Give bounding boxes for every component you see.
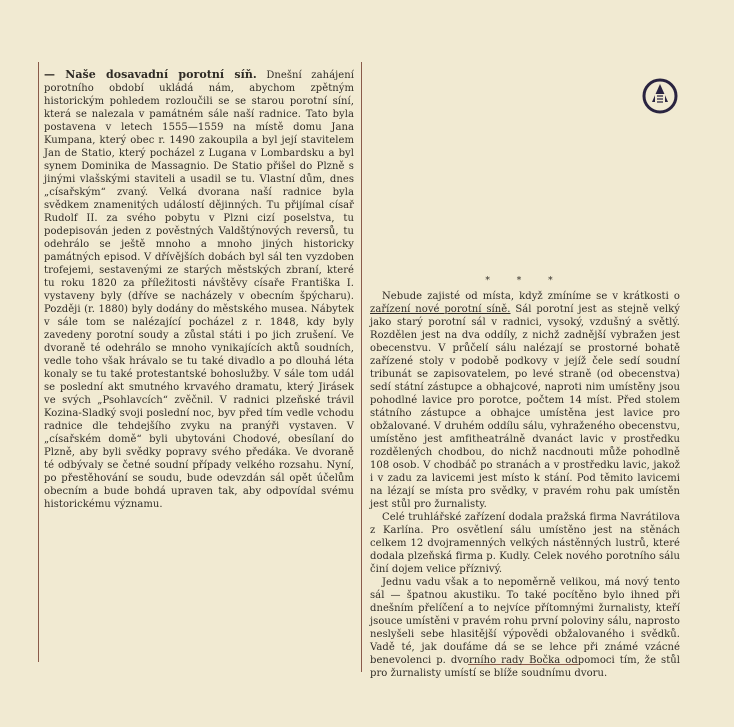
right-paragraph-2: Celé truhlářské zařízení dodala pražská firma Navrátilova z Karlína. Pro osvětlení sálu umístěno jest na stěnách celkem 12 dvojramenných velkých nástěnných lustrů, které dodala plzeňská firma p. Kudly. Celek nového porotního sálu činí dojem velice příznivý. — [370, 512, 680, 575]
article-headline: — Naše dosavadní porotní síň. — [44, 68, 257, 81]
right-paragraph-3: Jednu vadu však a to nepoměrně velikou, má nový tento sál — špatnou akustiku. To také pocítěno bylo ihned při dnešním přelíčení a to nejvíce přítomnými žurnalisty, kteří jsouce umístěni v pravém rohu první poloviny sálu, naprosto neslyšeli sebe hlasitější výpovědi obžalovaného i svědků. Vadě té, jak doufáme dá se se lehce při známé vzácné benevolenci p. dvorního rady Bočka odpomoci tím, že stůl pro žurnalisty umístí se blíže soudnímu dvoru. — [370, 577, 680, 679]
article-body: Dnešní zahájení porotního období ukládá nám, abychom zpětným historickým pohledem rozloučili se se starou porotní síní, která se nalezala v památném sále naší radnice. Tato byla postavena v letech 1555—1559 na místě domu Jana Kumpana, který obec r. 1490 zakoupila a byl její stavitelem Jan de Statio, který pocházel z Lugana v Lombardsku a byl synem Dominika de Massagnio. De Statio přišel do Plzně s jinými vlašskými staviteli a usadil se tu. Vlastní dům, dnes „císařským“ zvaný. Velká dvorana naší radnice byla svědkem znamenitých událostí dějinných. Tu přijímal císař Rudolf II. za svého pobytu v Plzni cizí poselstva, tu podepisován jeden z pověstných Valdštýnových reversů, tu odehrálo se ještě mnoho a mnoho jiných historicky památných episod. V dřívějších dobách byl sál ten vyzdoben trofejemi, sestavenými ze starých městských zbraní, které tu roku 1820 za příležitosti návštěvy císaře Františka I. vystaveny byly (dříve se nacházely v obecním špýcharu). Později (r. 1880) byly dodány do městského musea. Nábytek v sále tom se nalézající pocházel z r. 1848, kdy byly zavedeny porotní soudy a zůstal státi i po jich zrušení. Ve dvoraně té odehrálo se mnoho vynikajících aktů soudních, vedle toho však hrávalo se tu také divadlo a po dlouhá léta konaly se tu také protestantské bohoslužby. V sále tom udál se poslední akt smutného krvavého dramatu, který Jirásek ve svých „Psohlavcích“ zvěčnil. V radnici plzeňské trávil Kozina-Sladký svoji poslední noc, byv před tím vedle vchodu radnice dle tehdejšího zvyku na pranýři vystaven. V „císařském domě“ byli ubytováni Chodové, obesílaní do Plzně, aby byli svědky popravy svého předáka. Ve dvoraně té odbývaly se četné soudní případy velkého rozsahu. Nyní, po přestěhování se soudu, bude odevzdán sál opět účelům obecním a bude bohdá upraven tak, aby odpovídal svému historickému významu. — [44, 70, 354, 510]
column-separator-rule — [361, 62, 362, 672]
library-stamp-icon — [640, 76, 680, 116]
left-margin-rule — [38, 62, 39, 662]
section-separator-stars: * * * — [485, 276, 565, 286]
right-paragraph-1-rest: Sál porotní jest as stejně velký jako starý porotní sál v radnici, vysoký, vzdušný a světlý. Rozdělen jest na dva oddíly, z nichž zadnější vybražen jest obecenstvu. V průčelí sálu nalézají se prostorné bohatě zařízené stoly v podobě podkovy v jejíž čele sedí soudní tribunát se zapisovatelem, po levé straně (od obecenstva) sedí státní zástupce a obhajcové, naproti nim umístěny jsou pohodlné lavice pro porotce, počtem 14 míst. Před stolem státního zástupce a obhajce umístěna jest lavice pro obžalované. V druhém oddílu sálu, vyhraženého obecenstvu, umístěno jest amfitheatrálně dvanáct lavic v prostředku rozdělených chodbou, do nichž nacdnouti může pohodlně 108 osob. V chodbáč po stranách a v prostředku lavic, jakož i v zadu za lavicemi jest místo k stání. Pod těmito lavicemi na lézají se místa pro svědky, v pravém rohu pak umístěn jest stůl pro žurnalisty. — [370, 304, 680, 510]
left-article — [44, 68, 354, 511]
right-article — [370, 275, 680, 680]
underlined-subject: zařízení nové porotní síně. — [370, 304, 511, 315]
right-paragraph-1 — [370, 290, 680, 511]
right-paragraph-1-start: Nebude zajisté od místa, když zmíníme se v krátkosti o — [382, 291, 680, 302]
